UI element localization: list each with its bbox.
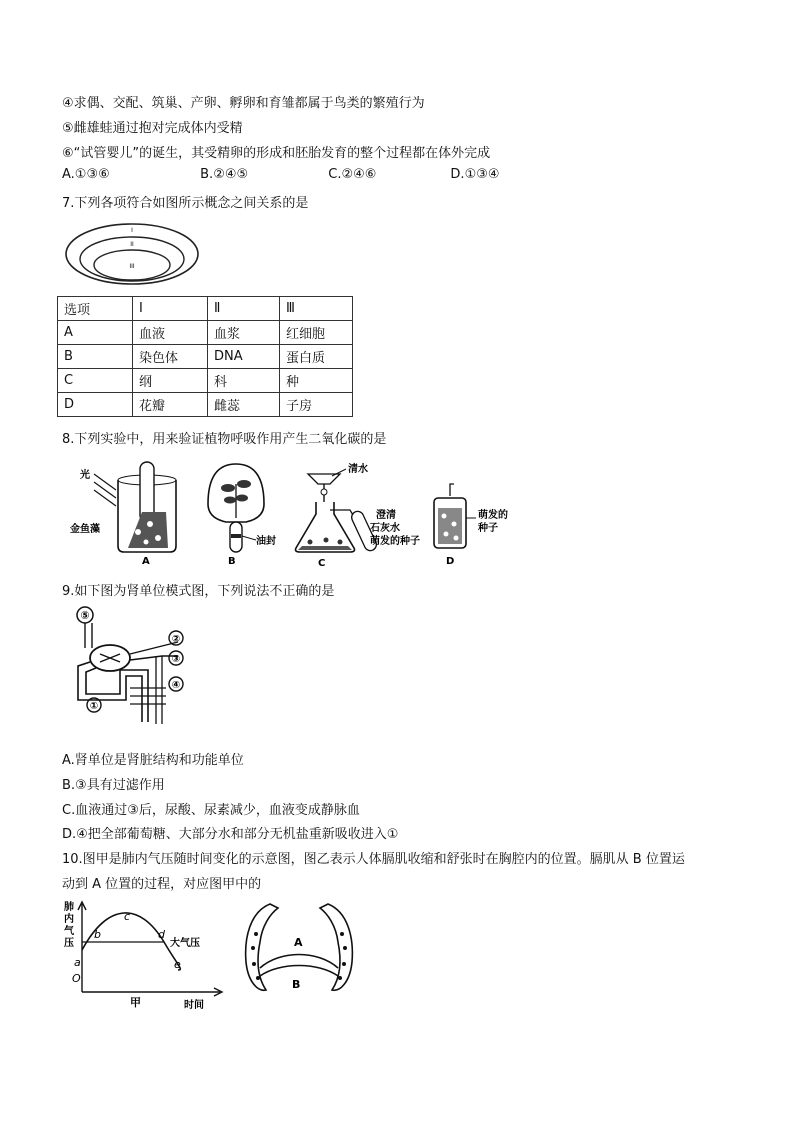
ylabel-4: 压 bbox=[64, 938, 74, 949]
q6-options bbox=[62, 167, 500, 182]
q7-table bbox=[57, 296, 353, 417]
letter-d: D bbox=[446, 556, 455, 567]
table-cell: C bbox=[58, 369, 133, 393]
q8-stem: 8.下列实验中，用来验证植物呼吸作用产生二氧化碳的是 bbox=[62, 432, 387, 447]
position-a: A bbox=[294, 936, 303, 949]
table-row bbox=[58, 345, 353, 369]
q6-option-c: C.②④⑥ bbox=[328, 167, 377, 182]
lime-water-label-1: 澄清 bbox=[376, 510, 396, 521]
marker-3: ③ bbox=[171, 654, 181, 665]
experiment-c bbox=[296, 462, 421, 569]
atm-label: 大气压 bbox=[170, 938, 200, 949]
clear-water-label: 清水 bbox=[348, 464, 368, 475]
point-b: b bbox=[94, 928, 101, 941]
q9-option-d: D.④把全部葡萄糖、大部分水和部分无机盐重新吸收进入① bbox=[62, 827, 399, 842]
table-row bbox=[58, 321, 353, 345]
table-cell: 子房 bbox=[280, 393, 353, 417]
q9-stem: 9.如下图为肾单位模式图，下列说法不正确的是 bbox=[62, 584, 335, 599]
table-row bbox=[58, 393, 353, 417]
point-e: e bbox=[174, 958, 181, 971]
xlabel: 时间 bbox=[184, 1000, 204, 1011]
q9-option-c: C.血液通过③后，尿酸、尿素减少，血液变成静脉血 bbox=[62, 803, 360, 818]
lung-pressure-graph bbox=[60, 898, 240, 1016]
table-cell: 红细胞 bbox=[280, 321, 353, 345]
q7-stem: 7.下列各项符合如图所示概念之间关系的是 bbox=[62, 196, 309, 211]
table-cell: D bbox=[58, 393, 133, 417]
table-cell: 血浆 bbox=[208, 321, 280, 345]
table-cell: 蛋白质 bbox=[280, 345, 353, 369]
circle-label-2: II bbox=[130, 241, 134, 248]
marker-4: ④ bbox=[171, 680, 181, 691]
marker-2: ② bbox=[171, 634, 181, 645]
table-header-row bbox=[58, 297, 353, 321]
table-cell: 种 bbox=[280, 369, 353, 393]
table-row bbox=[58, 369, 353, 393]
q10-stem-line-2: 动到 A 位置的过程，对应图甲中的 bbox=[62, 877, 262, 892]
q6-option-d: D.①③④ bbox=[450, 167, 500, 182]
letter-c: C bbox=[318, 558, 326, 569]
letter-a: A bbox=[142, 556, 150, 567]
q6-item-6: ⑥“试管婴儿”的诞生，其受精卵的形成和胚胎发育的整个过程都在体外完成 bbox=[62, 146, 491, 161]
seeds-label-c: 萌发的种子 bbox=[370, 536, 420, 547]
ylabel-2: 内 bbox=[64, 914, 74, 925]
marker-5: ⑤ bbox=[80, 609, 90, 622]
lime-water-label-2: 石灰水 bbox=[370, 523, 400, 534]
circle-label-1: I bbox=[131, 227, 133, 234]
light-label: 光 bbox=[80, 470, 90, 481]
table-header: 选项 bbox=[58, 297, 133, 321]
nephron-diagram bbox=[66, 604, 196, 734]
table-cell: B bbox=[58, 345, 133, 369]
table-header: Ⅲ bbox=[280, 297, 353, 321]
q8-experiments-figure bbox=[70, 454, 520, 569]
oil-seal-label: 油封 bbox=[256, 536, 276, 547]
table-header: Ⅱ bbox=[208, 297, 280, 321]
q9-option-a: A.肾单位是肾脏结构和功能单位 bbox=[62, 753, 244, 768]
table-cell: 染色体 bbox=[133, 345, 208, 369]
algae-label: 金鱼藻 bbox=[70, 524, 100, 535]
ylabel-3: 气 bbox=[64, 926, 74, 937]
experiment-b bbox=[208, 464, 276, 567]
origin-label: O bbox=[72, 972, 81, 985]
q9-option-b: B.③具有过滤作用 bbox=[62, 778, 165, 793]
q6-item-4: ④求偶、交配、筑巢、产卵、孵卵和育雏都属于鸟类的繁殖行为 bbox=[62, 96, 425, 111]
table-cell: DNA bbox=[208, 345, 280, 369]
letter-b: B bbox=[228, 556, 236, 567]
table-cell: 纲 bbox=[133, 369, 208, 393]
marker-1: ① bbox=[89, 701, 99, 712]
ylabel-1: 肺 bbox=[64, 902, 74, 913]
position-b: B bbox=[292, 978, 301, 991]
seeds-label-d-1: 萌发的 bbox=[478, 510, 508, 521]
seeds-label-d-2: 种子 bbox=[478, 523, 498, 534]
q6-option-a: A.①③⑥ bbox=[62, 167, 110, 182]
table-cell: 花瓣 bbox=[133, 393, 208, 417]
thorax-diagram bbox=[240, 898, 360, 998]
table-cell: 雌蕊 bbox=[208, 393, 280, 417]
table-cell: 科 bbox=[208, 369, 280, 393]
q6-option-b: B.②④⑤ bbox=[200, 167, 249, 182]
point-d: d bbox=[158, 928, 165, 941]
experiment-d bbox=[434, 484, 508, 567]
table-cell: A bbox=[58, 321, 133, 345]
experiment-a bbox=[70, 462, 176, 567]
q6-item-5: ⑤雌雄蛙通过抱对完成体内受精 bbox=[62, 121, 243, 136]
point-c: c bbox=[124, 910, 131, 923]
table-header: Ⅰ bbox=[133, 297, 208, 321]
concept-circles-figure bbox=[62, 218, 202, 286]
point-a: a bbox=[74, 956, 81, 969]
q10-stem-line-1: 10.图甲是肺内气压随时间变化的示意图，图乙表示人体膈肌收缩和舒张时在胸腔内的位置。膈肌从 B 位置运 bbox=[62, 852, 685, 867]
circle-label-3: III bbox=[129, 263, 135, 270]
graph-caption: 甲 bbox=[130, 996, 141, 1009]
table-cell: 血液 bbox=[133, 321, 208, 345]
